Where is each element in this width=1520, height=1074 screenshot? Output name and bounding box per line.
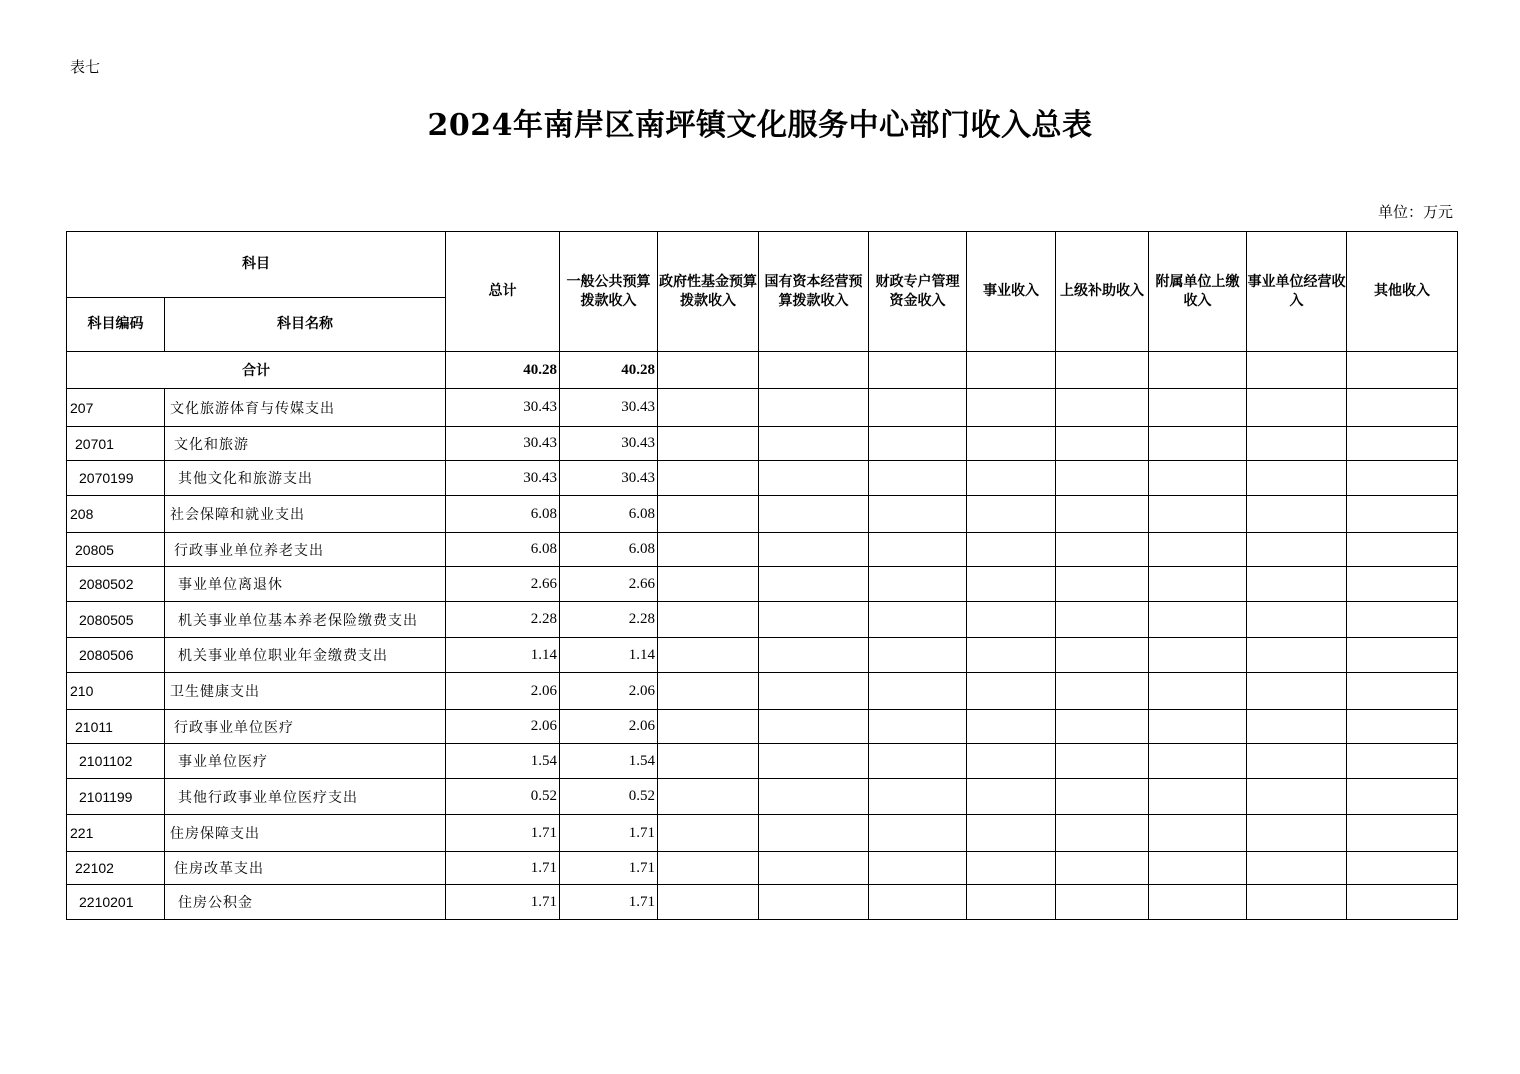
table-row	[67, 567, 1458, 602]
table-row	[67, 779, 1458, 815]
empty-cell	[869, 567, 967, 602]
total-cell: 2.06	[446, 673, 560, 710]
subject-code-cell: 207	[67, 389, 165, 427]
subject-name-cell: 文化旅游体育与传媒支出	[165, 389, 446, 427]
subject-name-cell: 行政事业单位医疗	[165, 710, 446, 744]
empty-cell	[869, 461, 967, 496]
empty-cell	[658, 710, 759, 744]
general-budget-cell: 1.71	[560, 815, 658, 852]
empty-cell	[967, 567, 1056, 602]
total-label: 合计	[67, 352, 446, 389]
empty-cell	[658, 673, 759, 710]
table-row	[67, 461, 1458, 496]
empty-cell	[1149, 389, 1247, 427]
table-row	[67, 852, 1458, 885]
empty-cell	[869, 533, 967, 567]
empty-cell	[759, 779, 869, 815]
subject-code-cell: 2101102	[67, 744, 165, 779]
empty-cell	[759, 602, 869, 638]
general-budget-cell: 30.43	[560, 461, 658, 496]
empty-cell	[759, 744, 869, 779]
empty-cell	[1247, 461, 1347, 496]
subject-code-cell: 2080506	[67, 638, 165, 673]
empty-cell	[658, 567, 759, 602]
empty-cell	[759, 673, 869, 710]
subject-code-cell: 22102	[67, 852, 165, 885]
empty-cell	[1056, 885, 1149, 920]
table-row	[67, 389, 1458, 427]
empty-cell	[1056, 638, 1149, 673]
empty-cell	[967, 885, 1056, 920]
table-row	[67, 496, 1458, 533]
empty-cell	[1347, 461, 1458, 496]
header-general-budget: 一般公共预算拨款收入	[560, 232, 658, 352]
header-total: 总计	[446, 232, 560, 352]
total-cell: 1.71	[446, 852, 560, 885]
subject-code-cell: 221	[67, 815, 165, 852]
subject-code-cell: 2210201	[67, 885, 165, 920]
empty-cell	[1347, 710, 1458, 744]
header-row-1	[67, 232, 1458, 298]
empty-cell	[658, 638, 759, 673]
empty-cell	[1149, 673, 1247, 710]
empty-cell	[759, 638, 869, 673]
empty-cell	[967, 533, 1056, 567]
header-state-capital: 国有资本经营预算拨款收入	[759, 232, 869, 352]
total-cell: 30.43	[446, 461, 560, 496]
subject-name-cell: 行政事业单位养老支出	[165, 533, 446, 567]
empty-cell	[1247, 427, 1347, 461]
empty-cell	[1347, 496, 1458, 533]
empty-cell	[1056, 461, 1149, 496]
empty-cell	[759, 533, 869, 567]
table-row	[67, 533, 1458, 567]
subject-name-cell: 事业单位离退休	[165, 567, 446, 602]
general-budget-cell: 30.43	[560, 427, 658, 461]
empty-cell	[869, 744, 967, 779]
subject-code-cell: 2101199	[67, 779, 165, 815]
empty-cell	[1347, 352, 1458, 389]
empty-cell	[1149, 427, 1247, 461]
empty-cell	[1056, 533, 1149, 567]
empty-cell	[1056, 602, 1149, 638]
income-table	[66, 231, 1458, 920]
empty-cell	[759, 461, 869, 496]
empty-cell	[1347, 885, 1458, 920]
total-cell: 1.54	[446, 744, 560, 779]
header-fiscal-special: 财政专户管理资金收入	[869, 232, 967, 352]
empty-cell	[658, 389, 759, 427]
empty-cell	[967, 461, 1056, 496]
empty-cell	[759, 352, 869, 389]
empty-cell	[1247, 815, 1347, 852]
empty-cell	[658, 461, 759, 496]
empty-cell	[658, 352, 759, 389]
empty-cell	[759, 885, 869, 920]
table-row	[67, 602, 1458, 638]
table-label: 表七	[70, 58, 101, 76]
empty-cell	[1056, 427, 1149, 461]
empty-cell	[869, 710, 967, 744]
subject-name-cell: 事业单位医疗	[165, 744, 446, 779]
empty-cell	[658, 852, 759, 885]
empty-cell	[1247, 885, 1347, 920]
empty-cell	[1347, 567, 1458, 602]
empty-cell	[1056, 389, 1149, 427]
subject-name-cell: 其他行政事业单位医疗支出	[165, 779, 446, 815]
table-row	[67, 815, 1458, 852]
empty-cell	[869, 352, 967, 389]
subject-name-cell: 文化和旅游	[165, 427, 446, 461]
empty-cell	[1247, 779, 1347, 815]
empty-cell	[658, 533, 759, 567]
empty-cell	[1347, 815, 1458, 852]
empty-cell	[967, 427, 1056, 461]
empty-cell	[1149, 779, 1247, 815]
empty-cell	[1247, 638, 1347, 673]
empty-cell	[869, 673, 967, 710]
header-operating-income: 事业单位经营收入	[1247, 232, 1347, 352]
subject-code-cell: 21011	[67, 710, 165, 744]
header-gov-fund: 政府性基金预算拨款收入	[658, 232, 759, 352]
empty-cell	[1056, 496, 1149, 533]
general-budget-cell: 2.28	[560, 602, 658, 638]
unit-label: 单位：万元	[1377, 203, 1453, 221]
empty-cell	[1149, 496, 1247, 533]
empty-cell	[1149, 710, 1247, 744]
subject-name-cell: 住房保障支出	[165, 815, 446, 852]
total-cell: 6.08	[446, 533, 560, 567]
empty-cell	[1347, 389, 1458, 427]
general-budget-cell: 1.14	[560, 638, 658, 673]
subject-name-cell: 其他文化和旅游支出	[165, 461, 446, 496]
empty-cell	[1056, 567, 1149, 602]
empty-cell	[1247, 852, 1347, 885]
header-affiliated-units: 附属单位上缴收入	[1149, 232, 1247, 352]
empty-cell	[1056, 352, 1149, 389]
general-budget-cell: 2.06	[560, 673, 658, 710]
empty-cell	[1149, 461, 1247, 496]
empty-cell	[1247, 673, 1347, 710]
empty-cell	[967, 352, 1056, 389]
empty-cell	[658, 744, 759, 779]
empty-cell	[1149, 602, 1247, 638]
subject-code-cell: 20805	[67, 533, 165, 567]
empty-cell	[1056, 673, 1149, 710]
subject-code-cell: 2070199	[67, 461, 165, 496]
empty-cell	[1247, 602, 1347, 638]
general-budget-cell: 2.06	[560, 710, 658, 744]
empty-cell	[1056, 815, 1149, 852]
header-business-income: 事业收入	[967, 232, 1056, 352]
empty-cell	[759, 427, 869, 461]
empty-cell	[967, 852, 1056, 885]
empty-cell	[1149, 852, 1247, 885]
empty-cell	[1247, 496, 1347, 533]
empty-cell	[967, 389, 1056, 427]
empty-cell	[967, 496, 1056, 533]
empty-cell	[658, 779, 759, 815]
general-budget-cell: 2.66	[560, 567, 658, 602]
empty-cell	[759, 496, 869, 533]
total-cell-general-budget: 40.28	[560, 352, 658, 389]
empty-cell	[658, 885, 759, 920]
empty-cell	[1149, 815, 1247, 852]
header-other-income: 其他收入	[1347, 232, 1458, 352]
empty-cell	[658, 496, 759, 533]
subject-code-cell: 208	[67, 496, 165, 533]
empty-cell	[869, 638, 967, 673]
table-row	[67, 427, 1458, 461]
general-budget-cell: 1.54	[560, 744, 658, 779]
empty-cell	[1247, 352, 1347, 389]
empty-cell	[967, 710, 1056, 744]
subject-name-cell: 社会保障和就业支出	[165, 496, 446, 533]
table-row	[67, 710, 1458, 744]
empty-cell	[759, 710, 869, 744]
empty-cell	[658, 815, 759, 852]
subject-code-cell: 2080505	[67, 602, 165, 638]
general-budget-cell: 1.71	[560, 885, 658, 920]
subject-name-cell: 住房改革支出	[165, 852, 446, 885]
empty-cell	[1247, 710, 1347, 744]
empty-cell	[1149, 567, 1247, 602]
total-cell: 2.28	[446, 602, 560, 638]
empty-cell	[1347, 673, 1458, 710]
page-title: 2024年南岸区南坪镇文化服务中心部门收入总表	[427, 108, 1093, 143]
empty-cell	[967, 602, 1056, 638]
empty-cell	[1056, 779, 1149, 815]
general-budget-cell: 6.08	[560, 496, 658, 533]
header-subject-name: 科目名称	[165, 298, 446, 352]
empty-cell	[869, 779, 967, 815]
table-row	[67, 744, 1458, 779]
empty-cell	[967, 815, 1056, 852]
header-subject: 科目	[67, 232, 446, 298]
empty-cell	[967, 673, 1056, 710]
total-cell: 1.71	[446, 885, 560, 920]
empty-cell	[869, 427, 967, 461]
empty-cell	[1247, 744, 1347, 779]
empty-cell	[1149, 885, 1247, 920]
subject-code-cell: 210	[67, 673, 165, 710]
empty-cell	[1347, 427, 1458, 461]
general-budget-cell: 0.52	[560, 779, 658, 815]
subject-code-cell: 20701	[67, 427, 165, 461]
empty-cell	[1149, 533, 1247, 567]
empty-cell	[1247, 389, 1347, 427]
total-cell: 6.08	[446, 496, 560, 533]
subject-name-cell: 机关事业单位基本养老保险缴费支出	[165, 602, 446, 638]
empty-cell	[1149, 638, 1247, 673]
subject-name-cell: 卫生健康支出	[165, 673, 446, 710]
empty-cell	[1347, 779, 1458, 815]
empty-cell	[1247, 533, 1347, 567]
table-row	[67, 673, 1458, 710]
subject-name-cell: 机关事业单位职业年金缴费支出	[165, 638, 446, 673]
table-row	[67, 885, 1458, 920]
total-cell: 1.14	[446, 638, 560, 673]
empty-cell	[1347, 638, 1458, 673]
empty-cell	[1347, 852, 1458, 885]
empty-cell	[1149, 352, 1247, 389]
empty-cell	[1056, 710, 1149, 744]
header-superior-subsidy: 上级补助收入	[1056, 232, 1149, 352]
empty-cell	[1347, 533, 1458, 567]
empty-cell	[967, 779, 1056, 815]
general-budget-cell: 30.43	[560, 389, 658, 427]
empty-cell	[869, 389, 967, 427]
empty-cell	[869, 602, 967, 638]
empty-cell	[967, 638, 1056, 673]
empty-cell	[1149, 744, 1247, 779]
subject-code-cell: 2080502	[67, 567, 165, 602]
total-cell: 30.43	[446, 427, 560, 461]
subject-name-cell: 住房公积金	[165, 885, 446, 920]
general-budget-cell: 1.71	[560, 852, 658, 885]
header-subject-code: 科目编码	[67, 298, 165, 352]
empty-cell	[1347, 602, 1458, 638]
empty-cell	[1247, 567, 1347, 602]
empty-cell	[658, 427, 759, 461]
total-cell: 30.43	[446, 389, 560, 427]
total-cell: 2.06	[446, 710, 560, 744]
total-row	[67, 352, 1458, 389]
empty-cell	[967, 744, 1056, 779]
total-cell: 2.66	[446, 567, 560, 602]
empty-cell	[759, 389, 869, 427]
empty-cell	[1056, 852, 1149, 885]
empty-cell	[869, 885, 967, 920]
empty-cell	[869, 815, 967, 852]
total-cell-total: 40.28	[446, 352, 560, 389]
table-row	[67, 638, 1458, 673]
total-cell: 0.52	[446, 779, 560, 815]
general-budget-cell: 6.08	[560, 533, 658, 567]
empty-cell	[869, 496, 967, 533]
empty-cell	[1056, 744, 1149, 779]
empty-cell	[759, 567, 869, 602]
empty-cell	[658, 602, 759, 638]
empty-cell	[869, 852, 967, 885]
empty-cell	[759, 852, 869, 885]
empty-cell	[759, 815, 869, 852]
total-cell: 1.71	[446, 815, 560, 852]
empty-cell	[1347, 744, 1458, 779]
